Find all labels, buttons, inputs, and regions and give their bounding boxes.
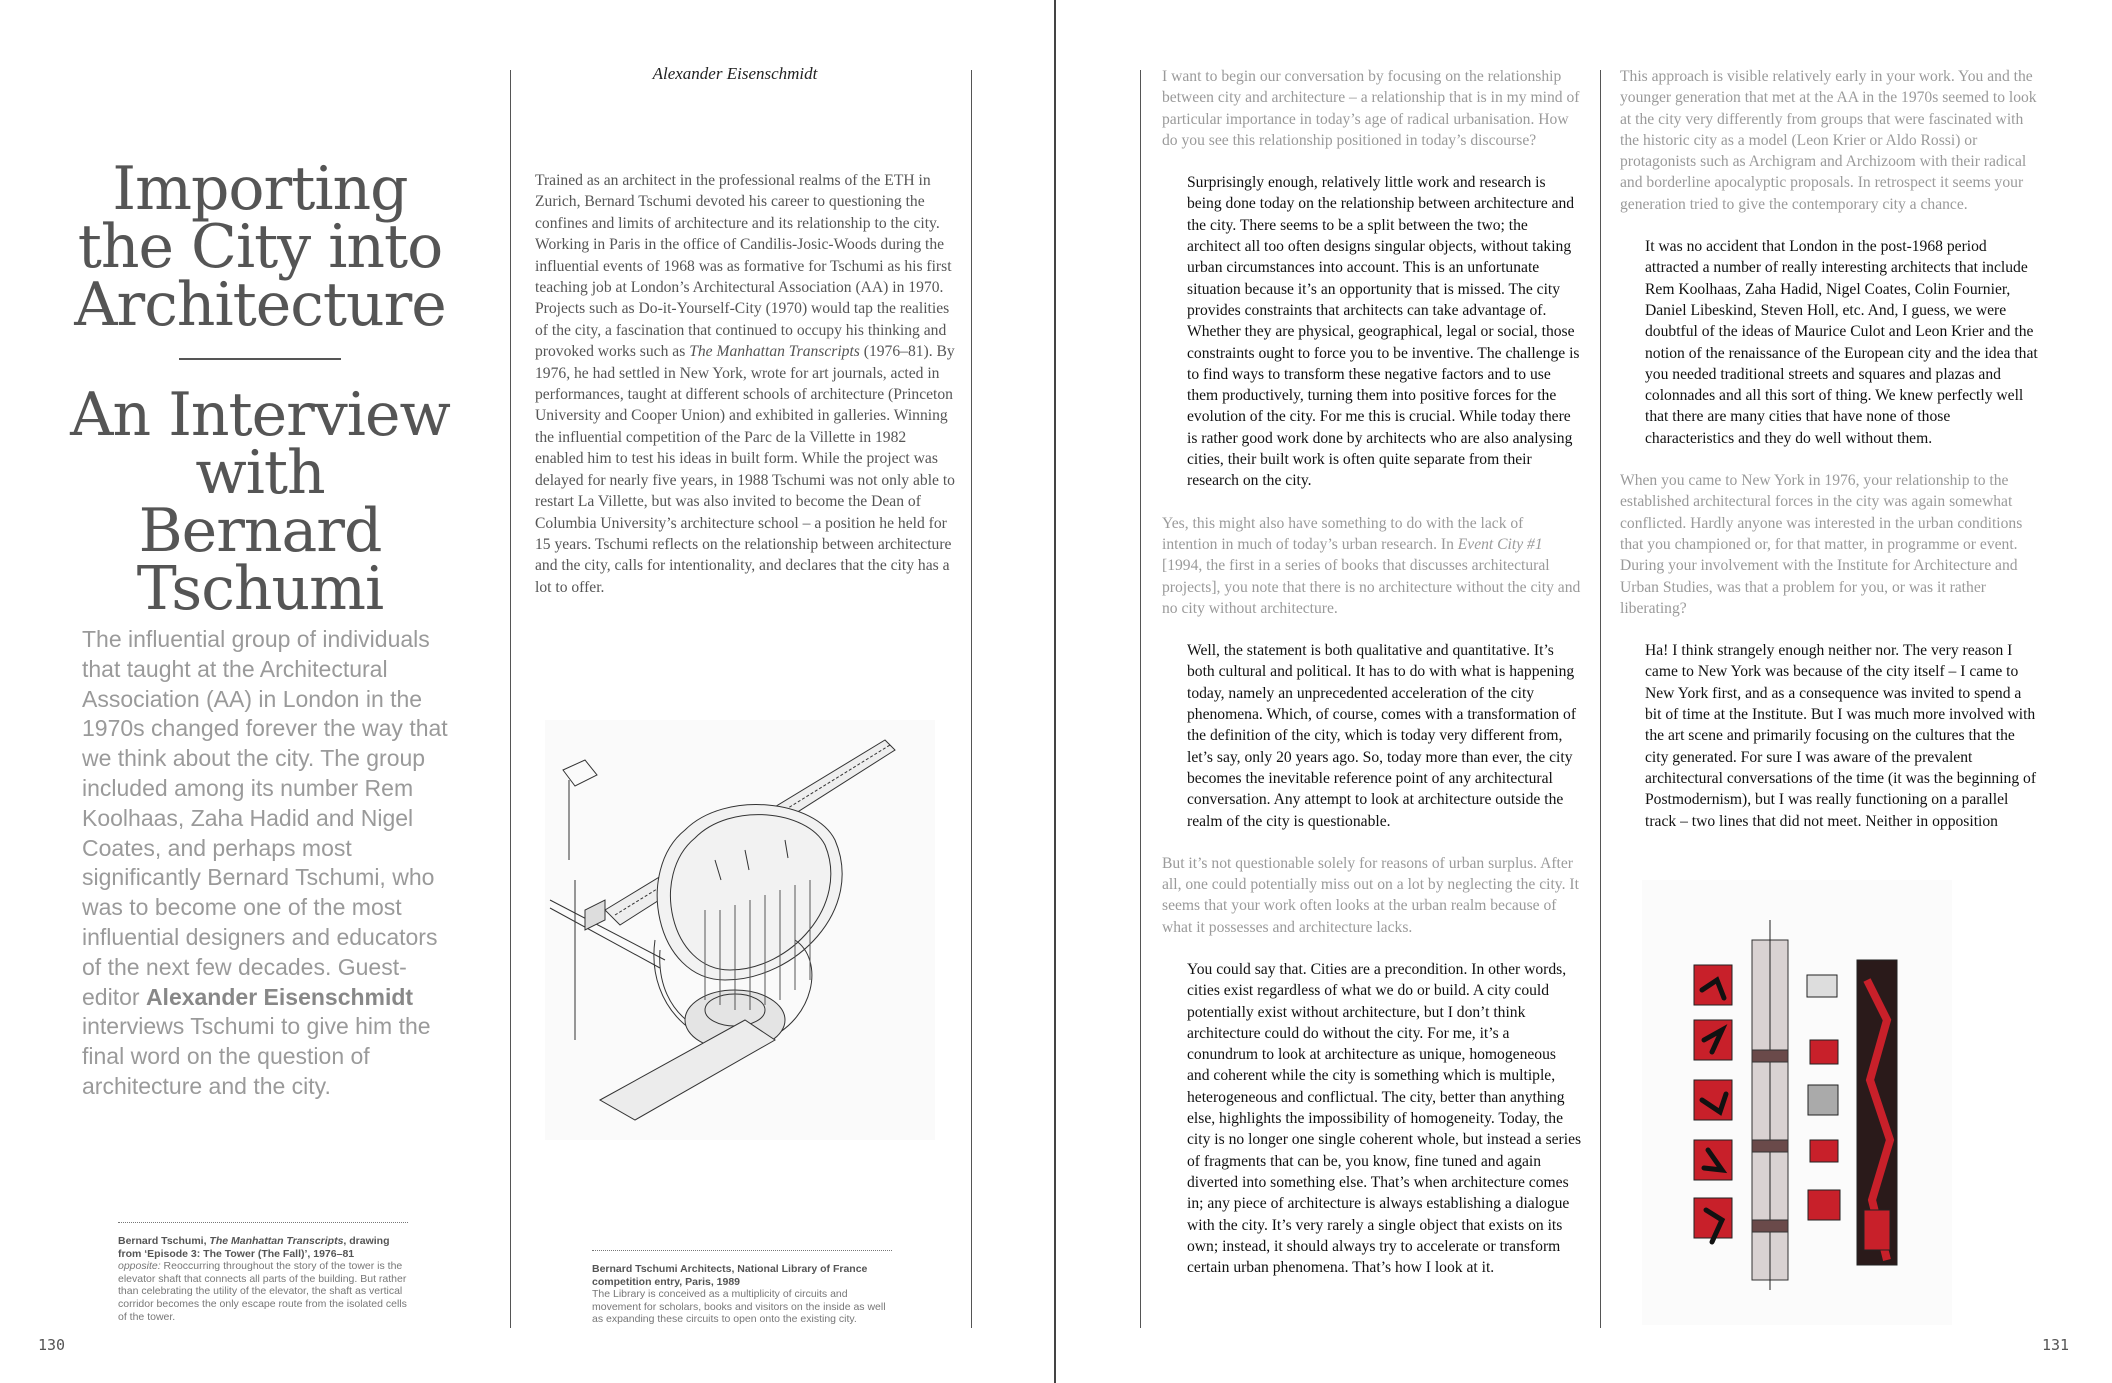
interview-column-2 bbox=[1620, 66, 2040, 853]
title-block bbox=[70, 154, 450, 624]
answer: You could say that. Cities are a precondition. In other words, cities exist regardless of what we do or build. A city could potentially exist without architecture, but I don’t think architecture could do without the city. For me, it’s a conundrum to look at architecture as unique, homogeneous and coherent while the city is something which is multiple, heterogeneous and conflictual. The city, better than anything else, highlights the impossibility of homogeneity. Today, the city is no longer one single coherent whole, but instead a series of fragments that can be, you know, fine tuned and again diverted into something else. That’s when architecture comes in; any piece of architecture is always establishing a dialogue with the city. It’s very rarely a single object that exists on its own; instead, it should always try to accelerate or transform certain urban phenomena. That’s how I look at it. bbox=[1187, 960, 1582, 1277]
page-number-left: 130 bbox=[38, 1336, 66, 1354]
question: I want to begin our conversation by focusing on the relationship between city and architecture – a relationship that is in my mind of particular importance in today’s age of radical urbanisation. How do you see this relationship positioned in today’s discourse? bbox=[1162, 68, 1580, 149]
standfirst-author: Alexander Eisenschmidt bbox=[145, 983, 414, 1010]
question: But it’s not questionable solely for reasons of urban surplus. After all, one could potentially miss out on a lot by neglecting the city. It seems that your work often looks at the urban realm because of what it possesses and architecture lacks. bbox=[1162, 854, 1579, 936]
caption-tower bbox=[118, 1222, 408, 1323]
caption-body: The Library is conceived as a multiplicity of circuits and movement for scholars, books and visitors on the inside as well as expanding these circuits to open onto the existing city. bbox=[592, 1288, 886, 1326]
interview-column-1 bbox=[1162, 66, 1582, 1299]
page-number-right: 131 bbox=[2042, 1336, 2070, 1354]
standfirst-text: The influential group of individuals that taught at the Architectural Association (AA) in London in the 1970s changed forever the way that we think about the city. The group included among its number Rem Koolhaas, Zaha Hadid and Nigel Coates, and perhaps most significantly Bernard Tschumi, who was to become one of the most influential designers and educators of the next few decades. Guest-editor bbox=[82, 626, 448, 1010]
column-rule bbox=[971, 70, 972, 1328]
question: This approach is visible relatively early in your work. You and the younger generation that met at the AA in the 1970s seemed to look at the city very differently from groups that were fascinated with the historic city as a model (Leon Krier or Aldo Rossi) or protagonists such as Archigram and Archizoom with their radical and borderline apocalyptic proposals. In retrospect it seems your generation tried to give the contemporary city a chance. bbox=[1620, 68, 2037, 213]
question: Yes, this might also have something to do with the lack of intention in much of today’s urban research. In Event City #1 [1994, the first in a series of books that discusses architectural projects], you note that there is no architecture without the city and no city without architecture. bbox=[1162, 514, 1581, 617]
answer: Surprisingly enough, relatively little work and research is being done today on the relationship between architecture and the city. There seems to be a split between the two; the architect all too often designs singular objects, without taking urban circumstances into account. This is an unfortunate situation because it’s an opportunity that is missed. The city provides constraints that architects can take advantage of. Whether they are physical, geographical, legal or social, those constraints ought to force you to be inventive. The challenge is to find ways to transform these negative factors and to use them productively, turning them into positive forces for the evolution of the city. For me this is crucial. While today there is rather good work done by architects who are also analysing cities, their built work is often quite separate from their research on the city. bbox=[1187, 174, 1580, 490]
caption-body: opposite: Reoccurring throughout the story of the tower is the elevator shaft that connects all parts of the building. But rather than celebrating the utility of the elevator, the shaft as vertical corridor becomes the only escape route from the isolated cells of the tower. bbox=[118, 1260, 407, 1323]
article-title: Importing the City into Architecture bbox=[74, 154, 446, 340]
standfirst bbox=[82, 625, 462, 1102]
answer: Well, the statement is both qualitative and quantitative. It’s both cultural and political. It has to do with what is happening today, namely an unprecedented acceleration of the city phenomena. Which, of course, comes with a transformation of the definition of the city, which is today very different from, let’s say, only 20 years ago. So, today more than ever, the city becomes the inevitable reference point of any architectural conversation. Any attempt to look at architecture outside the realm of the city is questionable. bbox=[1187, 642, 1577, 830]
caption-library bbox=[592, 1250, 892, 1326]
byline: Alexander Eisenschmidt bbox=[652, 64, 818, 83]
column-rule bbox=[1600, 70, 1601, 1328]
answer: Ha! I think strangely enough neither nor. The very reason I came to New York was because of the city itself – I came to New York first, and as a consequence was invited to spend a bit of time at the Institute. But I was much more involved with the art scene and primarily focusing on the cultures that the city generated. For sure I was aware of the prevalent architectural conversations of the time (it was the beginning of Postmodernism), but I was really functioning on a parallel track – two lines that did not meet. Neither in opposition bbox=[1645, 642, 2037, 830]
standfirst-text: interviews Tschumi to give him the final word on the question of architecture and the city. bbox=[82, 1013, 431, 1099]
caption-title: Bernard Tschumi, The Manhattan Transcripts, drawing from ‘Episode 3: The Tower (The Fall)’, 1976–81 bbox=[118, 1235, 390, 1260]
spine-gutter bbox=[1054, 0, 1056, 1383]
manhattan-transcripts-drawing bbox=[1642, 880, 1952, 1325]
article-subtitle: An Interview with Bernard Tschumi bbox=[70, 380, 450, 624]
intro-paragraph: Trained as an architect in the professional realms of the ETH in Zurich, Bernard Tschumi devoted his career to questioning the confines and limits of architecture and its relationship to the city. Working in Paris in the office of Candilis-Josic-Woods during the influential events of 1968 was as formative for Tschumi as his first teaching job at London’s Architectural Association (AA) in 1970. Projects such as Do-it-Yourself-City (1970) would tap the realities of the city, a fascination that continued to occupy his thinking and provoked works such as The Manhattan Transcripts (1976–81). By 1976, he had settled in New York, wrote for art journals, acted in performances, taught at different schools of architecture (Princeton University and Cooper Union) and exhibited in galleries. Winning the influential competition of the Parc de la Villette in 1982 enabled him to test his ideas in built form. While the project was delayed for nearly five years, in 1988 Tschumi was not only able to restart La Villette, but was also invited to become the Dean of Columbia University’s architecture school – a position he held for 15 years. Tschumi reflects on the relationship between architecture and the city, calls for intentionality, and declares that the city has a lot to offer. bbox=[535, 172, 955, 596]
caption-rule bbox=[118, 1222, 408, 1223]
caption-title: Bernard Tschumi Architects, National Library of France competition entry, Paris, 1989 bbox=[592, 1263, 868, 1288]
answer: It was no accident that London in the post-1968 period attracted a number of really interesting architects that include Rem Koolhaas, Zaha Hadid, Nigel Coates, Colin Fournier, Daniel Libeskind, Steven Holl, etc. And, I guess, we were doubtful of the ideas of Maurice Culot and Leon Krier and the notion of the renaissance of the European city and the idea that you needed traditional streets and squares and plazas and colonnades and all this sort of thing. We knew perfectly well that there are many cities that have none of those characteristics and they do well without them. bbox=[1645, 238, 2038, 447]
title-divider bbox=[179, 358, 341, 360]
question: When you came to New York in 1976, your relationship to the established architectural forces in the city was again somewhat conflicted. Hardly anyone was interested in the urban conditions that you championed or, for that matter, in programme or event. During your involvement with the Institute for Architecture and Urban Studies, was that a problem for you, or was it rather liberating? bbox=[1620, 472, 2023, 617]
caption-rule bbox=[592, 1250, 892, 1251]
library-axonometric-drawing bbox=[545, 720, 935, 1140]
column-rule bbox=[510, 70, 511, 1328]
column-rule bbox=[1140, 70, 1141, 1328]
